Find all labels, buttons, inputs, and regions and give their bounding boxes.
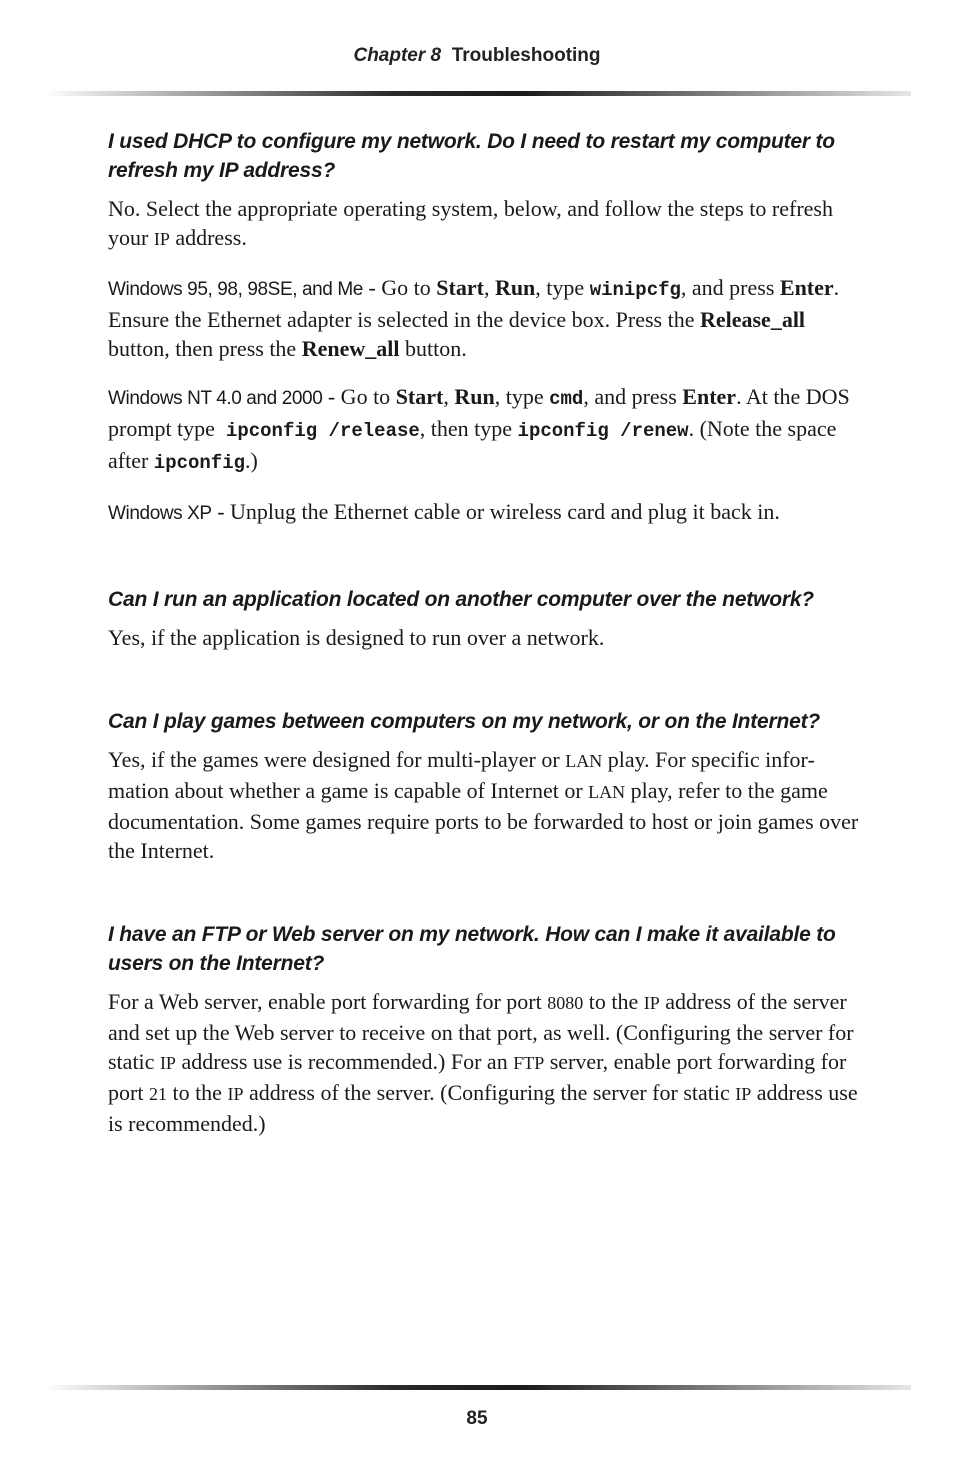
section-spacer: [108, 671, 868, 707]
question-ftp-web-server: I have an FTP or Web server on my network. How can I make it available to users on the Internet?: [108, 923, 836, 975]
os-label-winnt: Windows NT 4.0 and 2000: [108, 388, 323, 409]
page-header: [0, 45, 954, 67]
abbr-lan: LAN: [565, 751, 603, 771]
text: , type: [494, 384, 550, 409]
text: - Go to: [362, 275, 437, 300]
ui-renew-all: Renew_all: [301, 336, 400, 361]
command-cmd: cmd: [549, 388, 584, 410]
answer-play-games: [108, 745, 868, 865]
ui-run: Run: [494, 275, 536, 300]
instructions-winnt: [108, 382, 868, 478]
chapter-title: Troubleshooting: [451, 45, 601, 66]
abbr-ip: IP: [153, 229, 170, 249]
header-rule: [45, 91, 911, 96]
command-ipconfig-renew: ipconfig /renew: [517, 420, 689, 442]
text: button, then press the: [108, 336, 302, 361]
port-number: 21: [148, 1084, 167, 1104]
abbr-ip: IP: [159, 1053, 176, 1073]
port-number: 8080: [547, 993, 584, 1013]
text: address use is recommended.): [108, 1080, 858, 1136]
text: ,: [443, 384, 455, 409]
page-content: [108, 127, 868, 1157]
chapter-label: Chapter 8: [353, 45, 442, 66]
answer-dhcp-intro: [108, 194, 868, 254]
ui-run: Run: [454, 384, 495, 409]
abbr-ip: IP: [643, 993, 660, 1013]
text: , then type: [419, 416, 518, 441]
text: , and press: [583, 384, 683, 409]
answer-run-application: Yes, if the application is designed to run over a network.: [108, 625, 605, 650]
abbr-ip: IP: [227, 1084, 244, 1104]
question-dhcp-restart: I used DHCP to configure my network. Do I need to restart my computer to refresh my IP address?: [108, 130, 835, 182]
text: play. For specific infor-mation about whether a game is capable of Internet or: [108, 747, 815, 803]
os-label-winxp: Windows XP: [108, 503, 212, 524]
text: . (Note the space after: [108, 416, 837, 473]
abbr-ip: IP: [735, 1084, 752, 1104]
text: address of the server and set up the Web server to receive on that port, as well. (Configuring the server for static: [108, 989, 854, 1074]
text: No. Select the appropriate operating system, below, and follow the steps to refresh your: [108, 196, 833, 250]
abbr-ftp: FTP: [513, 1053, 545, 1073]
question-run-application: Can I run an application located on another computer over the network?: [108, 588, 814, 611]
instructions-win95: [108, 273, 868, 363]
page-number: 85: [466, 1408, 488, 1429]
instructions-winxp: [108, 497, 868, 528]
text: address use is recommended.) For an: [175, 1049, 514, 1074]
ui-release-all: Release_all: [699, 307, 806, 332]
answer-ftp-web-server: [108, 987, 868, 1138]
abbr-lan: LAN: [588, 782, 626, 802]
command-ipconfig-release: ipconfig /release: [225, 420, 420, 442]
text: play, refer to the game documentation. Some games require ports to be forwarded to host or join games over the Internet.: [108, 778, 859, 863]
text: button.: [399, 336, 467, 361]
os-label-win95: Windows 95, 98, 98SE, and Me: [108, 279, 363, 300]
question-play-games: Can I play games between computers on my network, or on the Internet?: [108, 710, 821, 733]
text: For a Web server, enable port forwarding for port: [108, 989, 548, 1014]
text: server, enable port forwarding for port: [108, 1049, 847, 1105]
ui-start: Start: [436, 275, 484, 300]
ui-start: Start: [395, 384, 444, 409]
text: . Ensure the Ethernet adapter is selected in the device box. Press the: [108, 275, 840, 332]
text: to the: [166, 1080, 228, 1105]
ui-enter: Enter: [682, 384, 737, 409]
text: to the: [583, 989, 644, 1014]
command-winipcfg: winipcfg: [589, 279, 681, 301]
text: , and press: [680, 275, 780, 300]
text: address of the server. (Configuring the server for static: [243, 1080, 736, 1105]
text: - Go to: [322, 384, 396, 409]
text: ,: [483, 275, 495, 300]
ui-enter: Enter: [779, 275, 834, 300]
text: .): [245, 448, 258, 473]
text: , type: [535, 275, 590, 300]
section-spacer: [108, 547, 868, 585]
text: - Unplug the Ethernet cable or wireless card and plug it back in.: [211, 499, 780, 524]
command-ipconfig: ipconfig: [153, 452, 246, 474]
text: address.: [169, 225, 247, 250]
text: . At the DOS prompt type: [108, 384, 856, 441]
footer-rule: [45, 1385, 911, 1390]
section-spacer: [108, 884, 868, 920]
text: Yes, if the games were designed for multi-player or: [108, 747, 566, 772]
